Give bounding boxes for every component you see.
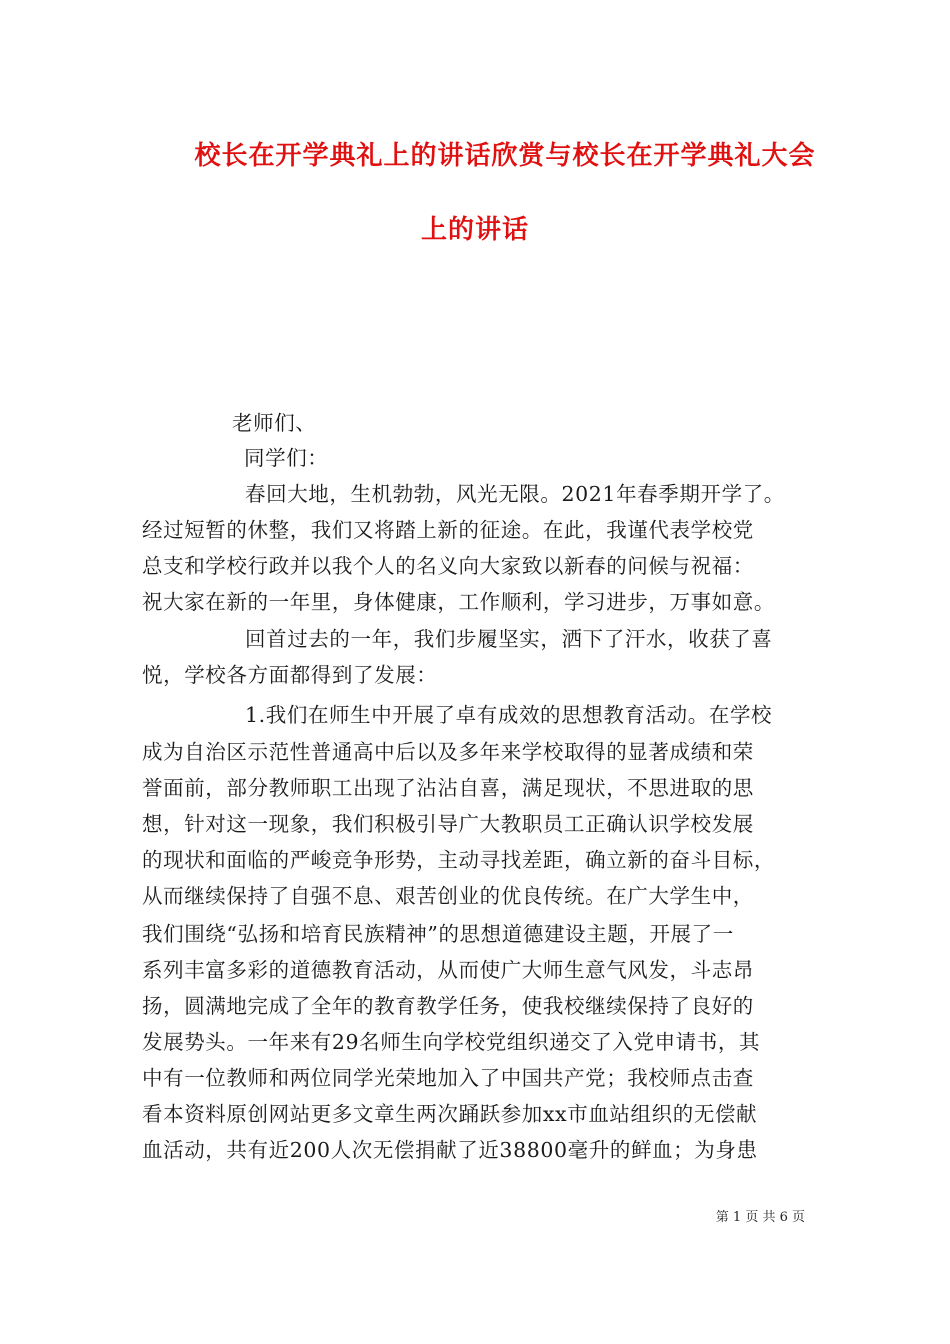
body-line: 发展势头。一年来有29名师生向学校党组织递交了入党申请书，其 [142,1030,761,1054]
body-line: 我们围绕“弘扬和培育民族精神”的思想道德建设主题，开展了一 [142,922,734,946]
document-title-line-2: 上的讲话 [420,215,529,245]
body-line: 的现状和面临的严峻竞争形势，主动寻找差距，确立新的奋斗目标， [142,848,775,872]
salutation-students: 同学们： [244,446,329,470]
body-line: 春回大地，生机勃勃，风光无限。2021年春季期开学了。 [245,482,785,506]
body-line: 悦，学校各方面都得到了发展： [142,663,438,687]
body-line: 祝大家在新的一年里，身体健康，工作顺利，学习进步，万事如意。 [142,590,775,614]
body-line: 想，针对这一现象，我们积极引导广大教职员工正确认识学校发展 [142,812,754,836]
body-line: 经过短暂的休整，我们又将踏上新的征途。在此，我谨代表学校党 [142,518,754,542]
body-line: 总支和学校行政并以我个人的名义向大家致以新春的问候与祝福： [142,554,754,578]
salutation-teachers: 老师们、 [232,411,317,435]
body-line: 扬，圆满地完成了全年的教育教学任务，使我校继续保持了良好的 [142,994,754,1018]
body-line: 成为自治区示范性普通高中后以及多年来学校取得的显著成绩和荣 [142,740,754,764]
body-line: 系列丰富多彩的道德教育活动，从而使广大师生意气风发，斗志昂 [142,958,754,982]
document-title-line-1: 校长在开学典礼上的讲话欣赏与校长在开学典礼大会 [194,141,816,171]
body-line: 看本资料原创网站更多文章生两次踊跃参加xx市血站组织的无偿献 [142,1102,758,1126]
body-line: 血活动，共有近200人次无偿捐献了近38800毫升的鲜血；为身患 [142,1138,758,1162]
body-line: 从而继续保持了自强不息、艰苦创业的优良传统。在广大学生中， [142,884,754,908]
body-line: 中有一位教师和两位同学光荣地加入了中国共产党；我校师点击查 [142,1066,754,1090]
page-number: 第 1 页 共 6 页 [715,1210,805,1225]
body-line: 誉面前，部分教师职工出现了沾沾自喜，满足现状，不思进取的思 [142,776,754,800]
body-line: 1.我们在师生中开展了卓有成效的思想教育活动。在学校 [245,703,773,727]
body-line: 回首过去的一年，我们步履坚实，洒下了汗水，收获了喜 [245,627,773,651]
